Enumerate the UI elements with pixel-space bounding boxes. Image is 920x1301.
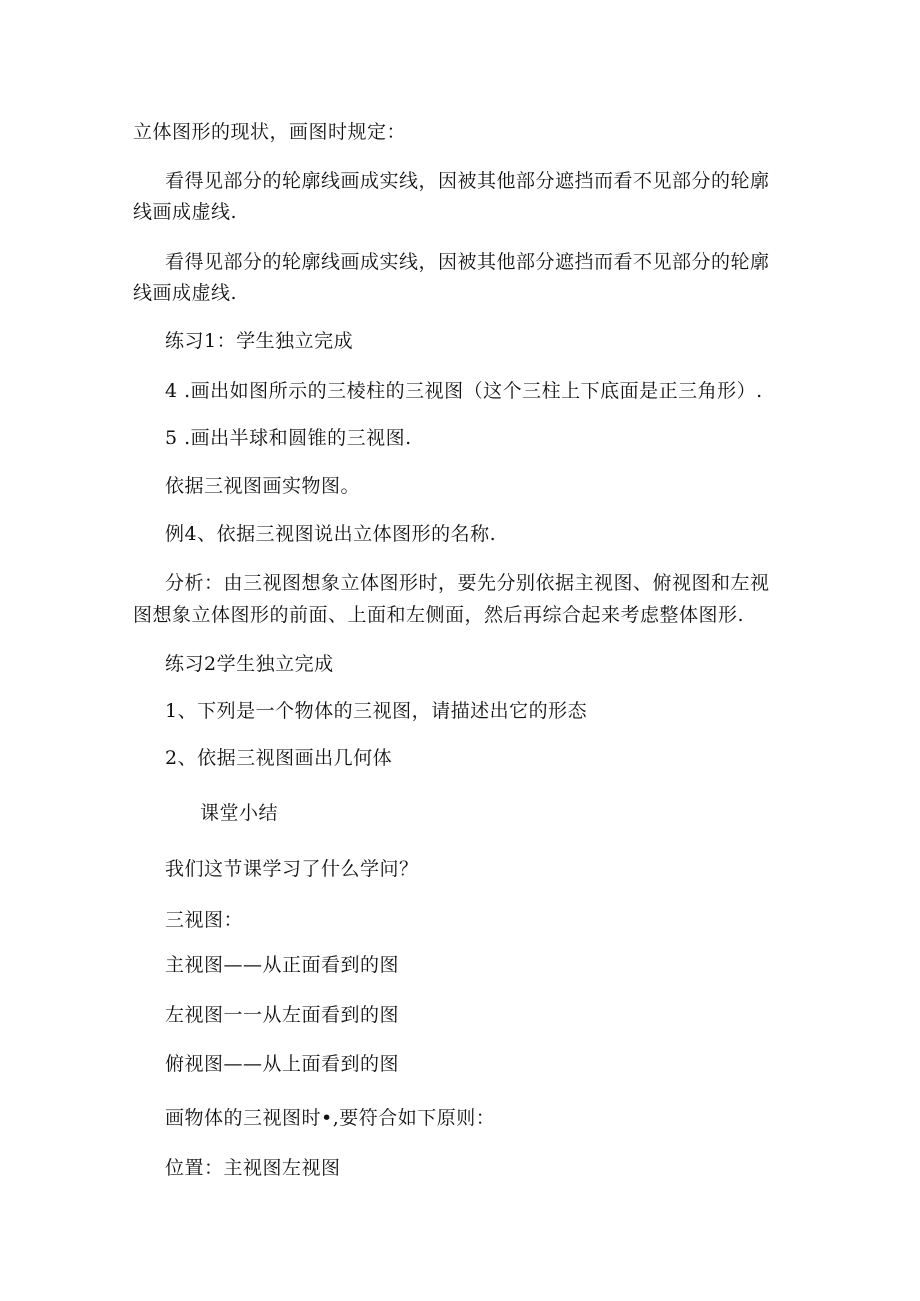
paragraph-line: 位置：主视图左视图 <box>165 1157 341 1179</box>
paragraph-line: 看得见部分的轮廓线画成实线，因被其他部分遮挡而看不见部分的轮廓 <box>165 251 770 273</box>
paragraph-line: 线画成虚线. <box>133 282 238 304</box>
paragraph-line: 立体图形的现状，画图时规定： <box>133 121 407 143</box>
exercise-item: 4 .画出如图所示的三棱柱的三视图（这个三柱上下底面是正三角形）. <box>165 380 763 402</box>
paragraph-line: 分析：由三视图想象立体图形时，要先分别依据主视图、俯视图和左视 <box>165 572 770 594</box>
section-heading: 课堂小结 <box>200 802 279 824</box>
exercise-item: 5 .画出半球和圆锥的三视图. <box>165 427 412 449</box>
paragraph-line: 看得见部分的轮廓线画成实线，因被其他部分遮挡而看不见部分的轮廓 <box>165 170 770 192</box>
exercise-item: 2、依据三视图画出几何体 <box>165 747 393 769</box>
exercise-heading: 练习1：学生独立完成 <box>165 330 354 352</box>
definition-line: 主视图——从正面看到的图 <box>165 954 400 976</box>
paragraph-line: 图想象立体图形的前面、上面和左侧面，然后再综合起来考虑整体图形. <box>133 604 745 626</box>
paragraph-line: 三视图： <box>165 909 244 931</box>
paragraph-line: 画物体的三视图时•,要符合如下原则： <box>165 1107 496 1129</box>
paragraph-line: 依据三视图画实物图。 <box>165 475 361 497</box>
exercise-item: 1、下列是一个物体的三视图，请描述出它的形态 <box>165 700 588 722</box>
paragraph-line: 线画成虚线. <box>133 201 238 223</box>
example-heading: 例4、依据三视图说出立体图形的名称. <box>165 523 497 545</box>
definition-line: 左视图一一从左面看到的图 <box>165 1004 400 1026</box>
paragraph-line: 我们这节课学习了什么学问？ <box>165 858 419 880</box>
definition-line: 俯视图——从上面看到的图 <box>165 1053 400 1075</box>
exercise-heading: 练习2学生独立完成 <box>165 653 334 675</box>
